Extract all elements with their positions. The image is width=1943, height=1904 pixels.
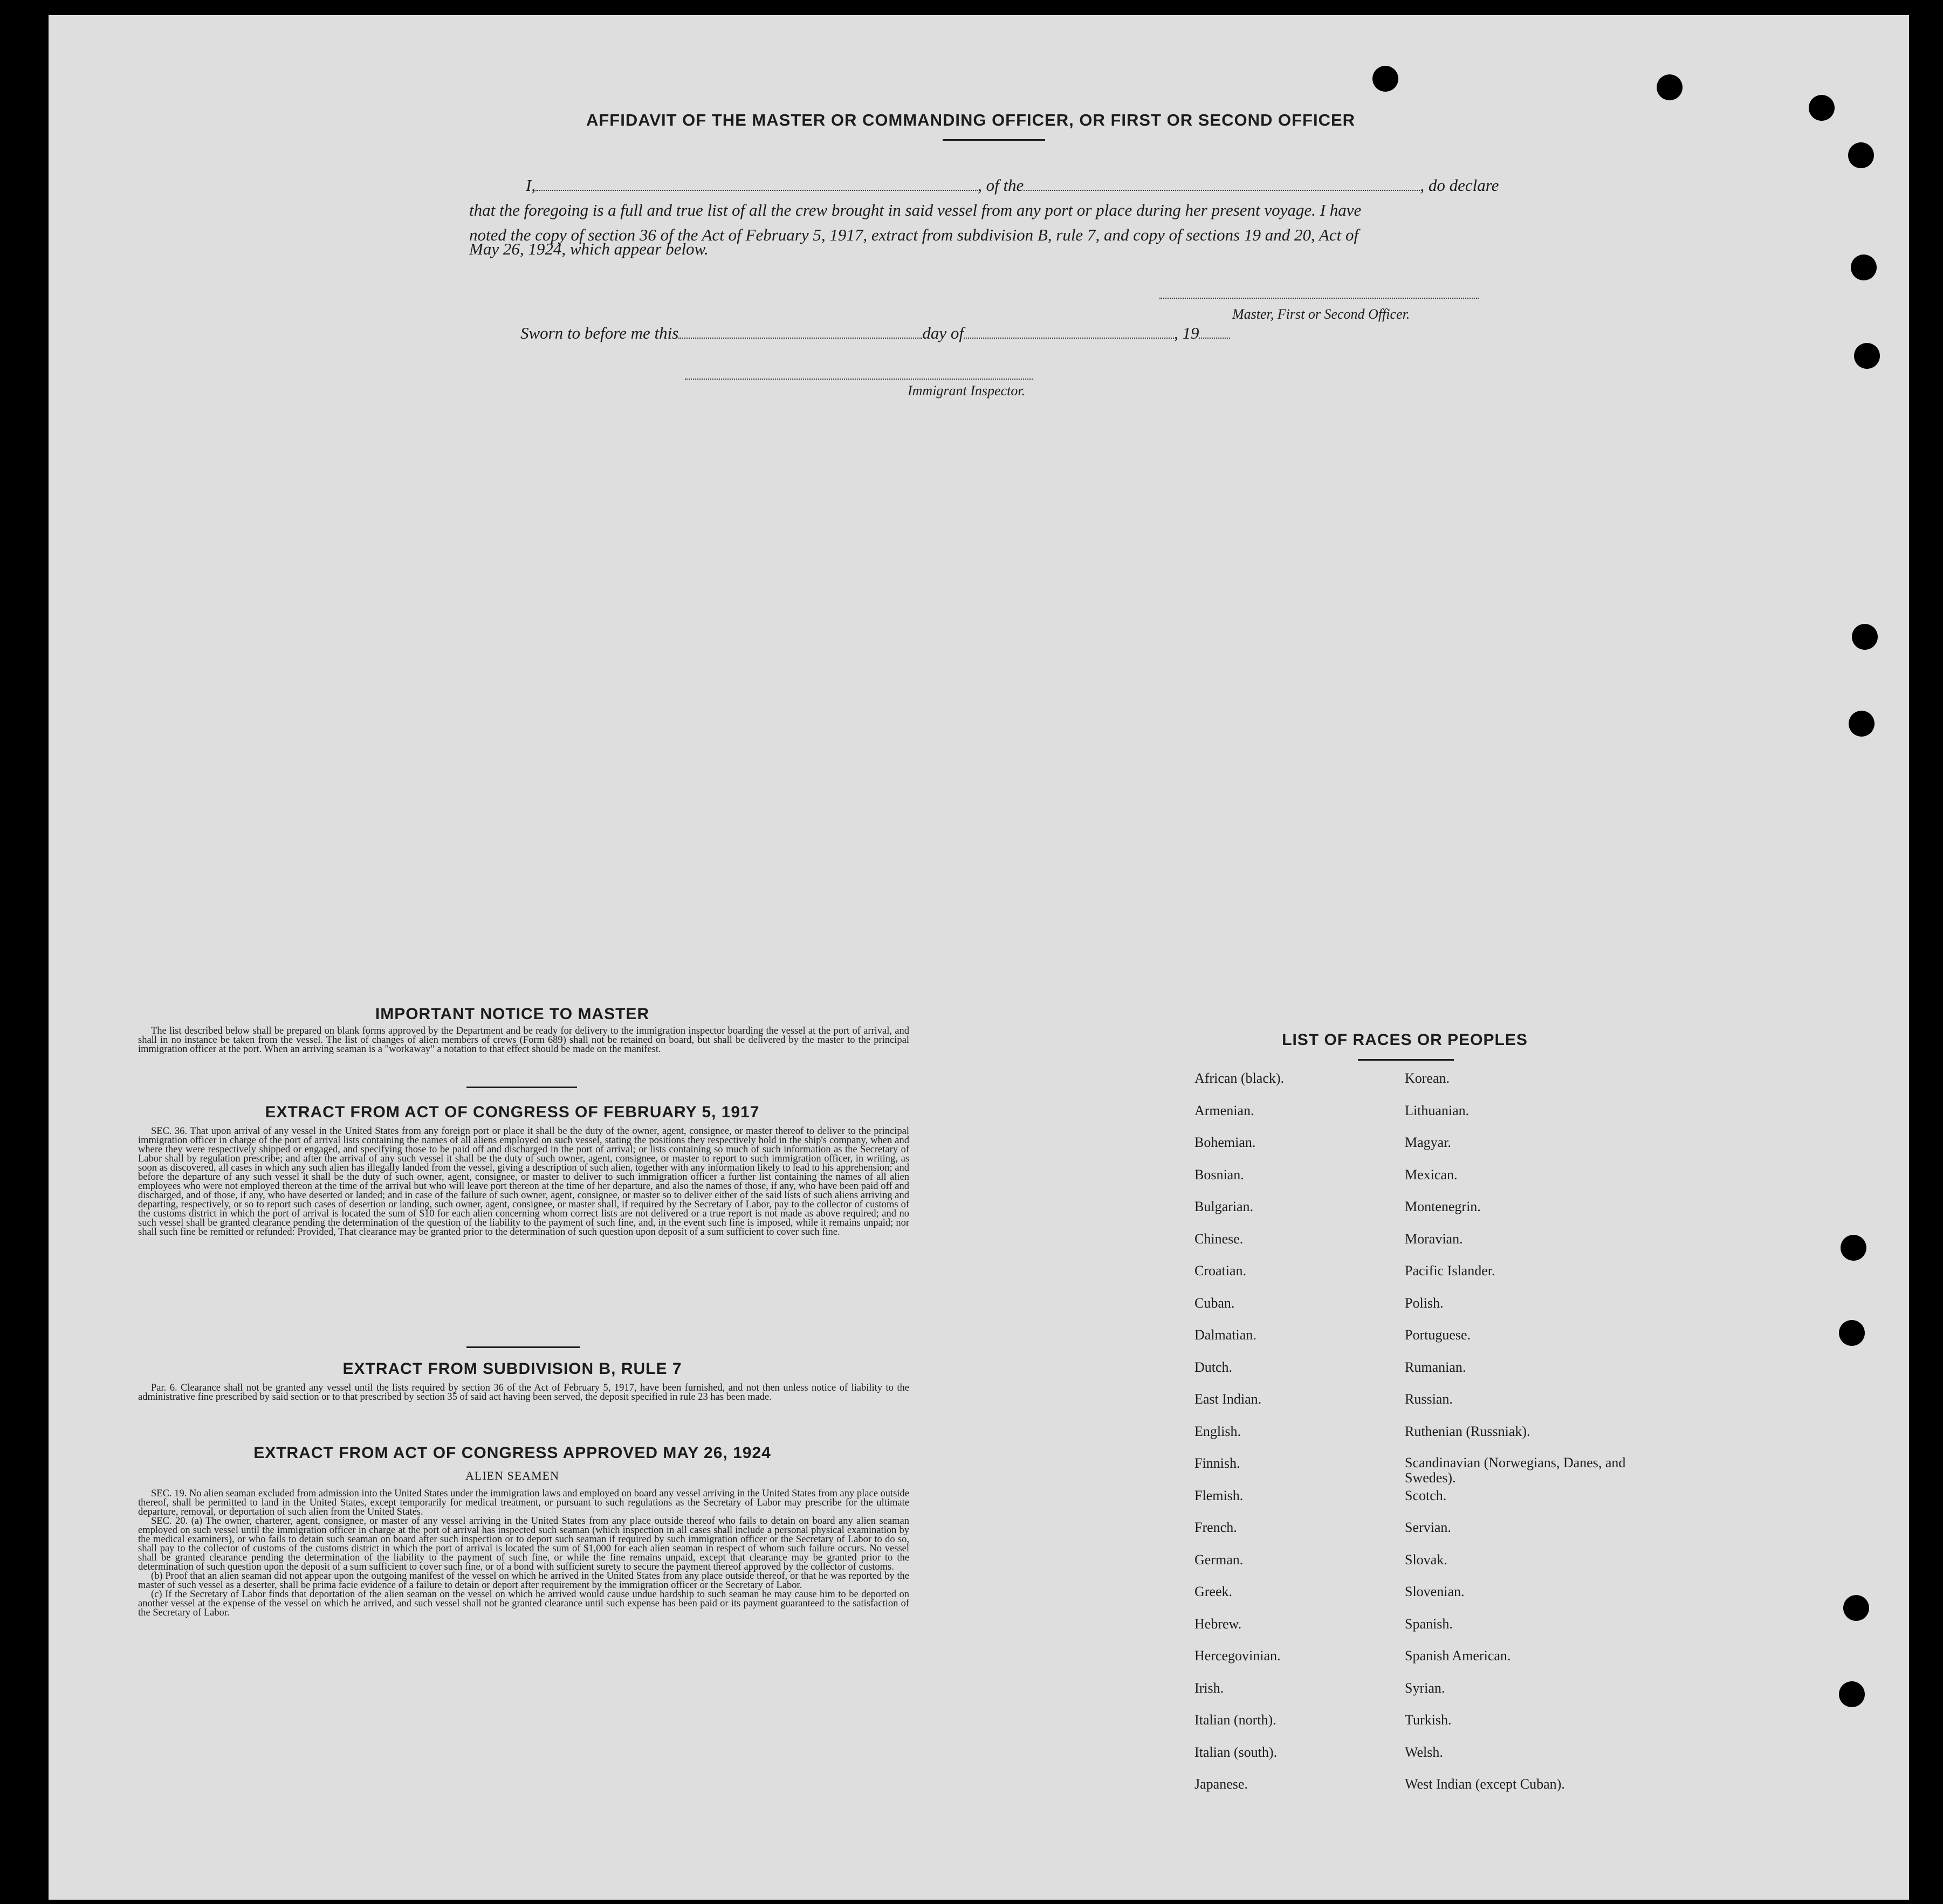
vessel-field-line <box>1024 176 1420 191</box>
race-item: Scotch. <box>1405 1487 1447 1503</box>
extract-1924-title: EXTRACT FROM ACT OF CONGRESS APPROVED MAY 26, 1924 <box>253 1444 771 1462</box>
year-line <box>1199 324 1230 339</box>
master-signature-line <box>1159 298 1479 299</box>
race-item: Dutch. <box>1194 1359 1233 1375</box>
races-rule <box>1358 1059 1454 1061</box>
race-item: African (black). <box>1194 1070 1285 1086</box>
race-item: Slovenian. <box>1405 1584 1465 1599</box>
race-item: Finnish. <box>1194 1455 1240 1471</box>
punch-hole <box>1854 343 1880 369</box>
punch-hole <box>1839 1320 1865 1346</box>
race-item: Servian. <box>1405 1520 1451 1535</box>
races-column-2 <box>1405 1070 1642 1809</box>
section-36-paragraph: SEC. 36. That upon arrival of any vessel in the United States from any foreign port or place it shall be the duty of the owner, agent, consignee, or master thereof to deliver to the principal immigration officer in charge of the port of arrival lists containing the names of all aliens employed on such vessel, stating the positions they respectively hold in the ship's company, when and where they were respectively shipped or engaged, and specifying those to be paid off and discharged in the port of arrival; or lists containing so much of such information as the Secretary of Labor shall by regulation prescribe; and after the arrival of any such vessel it shall be the duty of such owner, agent, consignee, or master to report to such immigration officer, in writing, as soon as discovered, all cases in which any such alien has illegally landed from the vessel, giving a description of such alien, together with any information likely to lead to his apprehension; and before the departure of any such vessel it shall be the duty of such owner, agent, consignee, or master to deliver to such immigration officer a further list containing the names of all alien employees who were not employed thereon at the time of the arrival but who will leave port thereon at the time of her departure, and also the names of those, if any, who have been paid off and discharged, and of those, if any, who have deserted or landed; and in case of the failure of such owner, agent, consignee, or master so to deliver either of the said lists of such aliens arriving and departing, respectively, or so to report such cases of desertion or landing, such owner, agent, consignee, or master shall, if required by the Secretary of Labor, pay to the collector of customs of the customs district in which the port of arrival is located the sum of $10 for each alien concerning whom correct lists are not delivered or a true report is not made as above required; and no such vessel shall be granted clearance pending the determination of the question of the liability to the payment of such fine, and, in the event such fine is imposed, while it remains unpaid; nor shall such fine be remitted or refunded: Provided, That clearance may be granted prior to the determination of such question upon deposit of a sum sufficient to cover such fine. <box>138 1126 909 1238</box>
race-item: Portuguese. <box>1405 1327 1471 1343</box>
race-item: East Indian. <box>1194 1391 1262 1407</box>
race-item: Cuban. <box>1194 1295 1235 1311</box>
race-item: Bosnian. <box>1194 1166 1244 1183</box>
race-item: French. <box>1194 1520 1237 1535</box>
section-rule <box>466 1087 577 1088</box>
race-item: Croatian. <box>1194 1263 1247 1279</box>
race-item: Montenegrin. <box>1405 1199 1481 1214</box>
rule-7-title: EXTRACT FROM SUBDIVISION B, RULE 7 <box>342 1360 682 1378</box>
master-caption: Master, First or Second Officer. <box>1232 306 1410 322</box>
notice-text <box>138 1027 909 1054</box>
affidavit-line-2: that the foregoing is a full and true list of all the crew brought in said vessel from any port or place during her present voyage. I have <box>469 201 1362 219</box>
punch-hole <box>1841 1235 1866 1261</box>
races-title: LIST OF RACES OR PEOPLES <box>1282 1031 1528 1049</box>
affidavit-line-1 <box>526 174 1499 197</box>
inspector-signature-line <box>685 379 1033 380</box>
extract-1917-text <box>138 1127 909 1237</box>
race-item: Italian (south). <box>1194 1744 1278 1760</box>
inspector-caption: Immigrant Inspector. <box>908 383 1026 398</box>
punch-hole <box>1657 74 1683 100</box>
race-item: Russian. <box>1405 1391 1453 1407</box>
race-item: Polish. <box>1405 1295 1444 1311</box>
month-line <box>964 324 1174 339</box>
section-20a-paragraph: SEC. 20. (a) The owner, charterer, agent, consignee, or master of any vessel arriving in the United States from any place outside thereof who fails to detain on board any alien seaman employed on such vessel until the immigration officer in charge at the port of arrival has inspected such seaman (which inspection in all cases shall include a personal physical examination by the medical examiners), or who fails to detain such seaman on board after such inspection or to deport such seaman if required by such immigration officer or the Secretary of Labor to do so, shall pay to the collector of customs of the customs district in which the port of arrival is located the sum of $1,000 for each alien seaman in respect of whom such failure occurs. No vessel shall be granted clearance pending the determination of the liability to the payment of such fine, or while the fine remains unpaid, except that clearance may be granted prior to the determination of such question upon the deposit of a sum sufficient to cover such fine, or of a bond with sufficient surety to secure the payment thereof approved by the collector of customs. <box>138 1516 909 1572</box>
punch-hole <box>1809 95 1835 121</box>
race-item: Irish. <box>1194 1680 1224 1696</box>
race-item: Moravian. <box>1405 1231 1463 1247</box>
punch-hole <box>1851 255 1877 280</box>
rule-7-paragraph: Par. 6. Clearance shall not be granted any vessel until the lists required by section 36 of the Act of February 5, 1917, have been furnished, and not then unless notice of liability to the administrative fine prescribed by said section or to that prescribed by section 35 of said act having been served, the deposit specified in rule 23 has been made. <box>138 1383 909 1403</box>
punch-hole <box>1839 1681 1865 1707</box>
race-item: Pacific Islander. <box>1405 1263 1495 1279</box>
day-of-label: day of <box>922 324 964 342</box>
section-rule <box>466 1346 580 1348</box>
name-field-line <box>535 176 978 191</box>
punch-hole <box>1852 624 1878 650</box>
section-20c-paragraph: (c) If the Secretary of Labor finds that deportation of the alien seaman on the vessel on which he arrived would cause undue hardship to such seaman he may cause him to be deported on another vessel at the expense of the vessel on which he arrived, and such vessel shall not be granted clearance until such expense has been paid or its payment guaranteed to the satisfaction of the Secretary of Labor. <box>138 1589 909 1618</box>
race-item: Flemish. <box>1194 1487 1244 1503</box>
race-item: Bohemian. <box>1194 1135 1256 1150</box>
race-item: Greek. <box>1194 1584 1233 1599</box>
race-item: Armenian. <box>1194 1102 1254 1118</box>
race-item: Bulgarian. <box>1194 1199 1254 1214</box>
affidavit-line-4: May 26, 1924, which appear below. <box>469 239 709 258</box>
race-item: Welsh. <box>1405 1744 1443 1760</box>
race-item: Hercegovinian. <box>1194 1648 1281 1664</box>
race-item: Chinese. <box>1194 1231 1244 1247</box>
of-the-label: , of the <box>978 176 1024 195</box>
punch-hole <box>1843 1595 1869 1621</box>
race-item: Dalmatian. <box>1194 1327 1257 1343</box>
race-item: Syrian. <box>1405 1680 1445 1696</box>
race-item: Japanese. <box>1194 1776 1248 1792</box>
races-column-1 <box>1194 1070 1284 1809</box>
do-declare-label: , do declare <box>1420 176 1499 195</box>
section-19-paragraph: SEC. 19. No alien seaman excluded from admission into the United States under the immigration laws and employed on board any vessel arriving in the United States from any place outside thereof, shall be permitted to land in the United States, except temporarily for medical treatment, or pursuant to such regulations as the Secretary of Labor may prescribe for the ultimate departure, removal, or deportation of such alien from the United States. <box>138 1488 909 1517</box>
affidavit-title: AFFIDAVIT OF THE MASTER OR COMMANDING OFFICER, OR FIRST OR SECOND OFFICER <box>586 111 1356 129</box>
race-item: West Indian (except Cuban). <box>1405 1776 1565 1792</box>
race-item: Hebrew. <box>1194 1616 1242 1632</box>
alien-seamen-subtitle: ALIEN SEAMEN <box>465 1469 559 1482</box>
race-item: Mexican. <box>1405 1166 1458 1183</box>
rule-7-text <box>138 1384 909 1402</box>
i-label: I, <box>526 176 536 195</box>
punch-hole <box>1848 142 1874 168</box>
race-item: Slovak. <box>1405 1551 1447 1568</box>
sworn-line <box>520 321 1230 345</box>
race-item: Scandinavian (Norwegians, Danes, and Swedes). <box>1405 1455 1626 1486</box>
race-item: Italian (north). <box>1194 1712 1276 1728</box>
year-label: , 19 <box>1173 324 1199 342</box>
race-item: Korean. <box>1405 1070 1450 1086</box>
section-20b-paragraph: (b) Proof that an alien seaman did not appear upon the outgoing manifest of the vessel on which he arrived in the United States from any place outside thereof, or that he was reported by the master of such vessel as a deserter, shall be prima facie evidence of a failure to detain or deport after requirement by the immigration officer or the Secretary of Labor. <box>138 1571 909 1591</box>
race-item: Magyar. <box>1405 1135 1451 1150</box>
race-item: Lithuanian. <box>1405 1102 1470 1118</box>
title-rule <box>943 139 1045 141</box>
sworn-date-line <box>678 324 922 339</box>
affidavit-line-3: noted the copy of section 36 of the Act of February 5, 1917, extract from subdivision B, rule 7, and copy of sections 19 and 20, Act of <box>469 225 1359 244</box>
race-item: Spanish American. <box>1405 1648 1511 1664</box>
race-item: Turkish. <box>1405 1712 1452 1728</box>
race-item: German. <box>1194 1551 1244 1568</box>
notice-paragraph: The list described below shall be prepared on blank forms approved by the Department and be ready for delivery to the immigration inspector boarding the vessel at the port of arrival, and shall in no instance be taken from the vessel. The list of changes of alien members of crews (Form 689) shall not be retained on board, but shall be delivered by the master to the principal immigration officer at the port. When an arriving seaman is a "workaway" a notation to that effect should be made on the manifest. <box>138 1026 909 1055</box>
punch-hole <box>1849 711 1875 737</box>
race-item: Ruthenian (Russniak). <box>1405 1423 1530 1439</box>
race-item: English. <box>1194 1423 1241 1439</box>
notice-title: IMPORTANT NOTICE TO MASTER <box>375 1005 650 1023</box>
sworn-label: Sworn to before me this <box>520 324 679 342</box>
race-item: Rumanian. <box>1405 1359 1466 1375</box>
race-item: Spanish. <box>1405 1616 1453 1632</box>
punch-hole <box>1372 66 1398 92</box>
extract-1924-text <box>138 1489 909 1618</box>
extract-1917-title: EXTRACT FROM ACT OF CONGRESS OF FEBRUARY 5, 1917 <box>265 1103 760 1121</box>
